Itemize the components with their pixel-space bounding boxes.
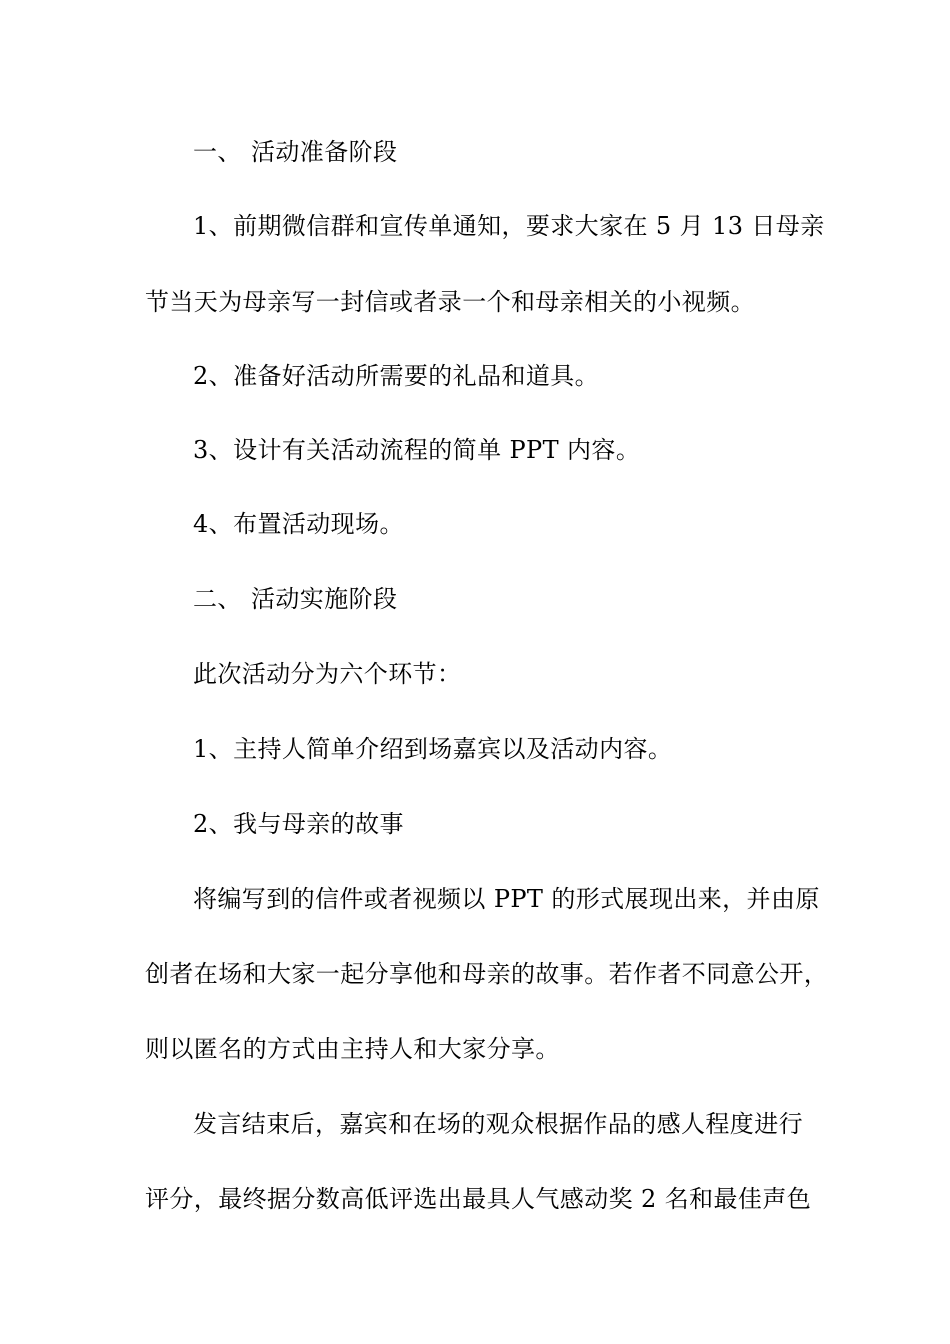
section-2-paragraph-2-line-1: 发言结束后，嘉宾和在场的观众根据作品的感人程度进行: [193, 1110, 803, 1138]
section-1-item-2: 2、准备好活动所需要的礼品和道具。: [193, 362, 600, 390]
section-1-item-3: 3、设计有关活动流程的简单 PPT 内容。: [193, 436, 641, 464]
section-2-item-1: 1、主持人简单介绍到场嘉宾以及活动内容。: [193, 735, 673, 763]
section-2-paragraph-1-line-3: 则以匿名的方式由主持人和大家分享。: [145, 1035, 560, 1063]
section-1-number: 一、: [193, 138, 242, 166]
section-2-paragraph-1-line-1: 将编写到的信件或者视频以 PPT 的形式展现出来，并由原: [193, 885, 820, 913]
section-1-heading: [193, 136, 858, 168]
section-2-heading: [193, 583, 858, 615]
section-2-title: 活动实施阶段: [251, 585, 398, 613]
section-2-paragraph-1-line-2: 创者在场和大家一起分享他和母亲的故事。若作者不同意公开，: [145, 960, 829, 988]
section-1-title: 活动准备阶段: [251, 138, 398, 166]
section-1-item-1-line-1: 1、前期微信群和宣传单通知，要求大家在 5 月 13 日母亲: [193, 212, 825, 240]
section-2-paragraph-2-line-2: 评分，最终据分数高低评选出最具人气感动奖 2 名和最佳声色: [145, 1185, 812, 1213]
section-2-item-2: 2、我与母亲的故事: [193, 810, 404, 838]
section-1-item-4: 4、布置活动现场。: [193, 510, 404, 538]
section-1-item-1-line-2: 节当天为母亲写一封信或者录一个和母亲相关的小视频。: [145, 288, 755, 316]
section-2-intro: 此次活动分为六个环节：: [193, 660, 462, 688]
section-2-number: 二、: [193, 585, 242, 613]
